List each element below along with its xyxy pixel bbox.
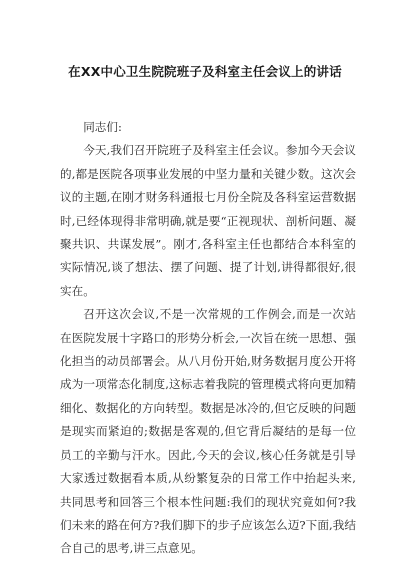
greeting: 同志们:: [83, 120, 122, 134]
paragraph-1: 今天,我们召开院班子及科室主任会议。参加今天会议的,都是医院各项事业发展的中坚力量和关键少数。这次会议的主题,在刚才财务科通报七月份全院及各科室运营数据时,已经体现得非常明确,就是要“正视现状、剖析问题、凝聚共识、共谋发展”。刚才,各科室主任也都结合本科室的实际情况,谈了想法、摆了问题、提了计划,讲得都很好,很实在。: [60, 143, 356, 298]
document-body: [60, 116, 356, 561]
paragraph-2: 召开这次会议,不是一次常规的工作例会,而是一次站在医院发展十字路口的形势分析会,一次旨在统一思想、强化担当的动员部署会。从八月份开始,财务数据月度公开将成为一项常态化制度,这标志着我院的管理模式将向更加精细化、数据化的方向转型。数据是冰冷的,但它反映的问题是现实而紧迫的;数据是客观的,但它背后凝结的是每一位员工的辛勤与汗水。因此,今天的会议,核心任务就是引导大家透过数据看本质,从纷繁复杂的日常工作中抬起头来,共同思考和回答三个根本性问题:我们的现状究竟如何?我们未来的路在何方?我们脚下的步子应该怎么迈?下面,我结合自己的思考,讲三点意见。: [60, 307, 356, 556]
document-title: 在XX中心卫生院院班子及科室主任会议上的讲话: [68, 64, 342, 79]
